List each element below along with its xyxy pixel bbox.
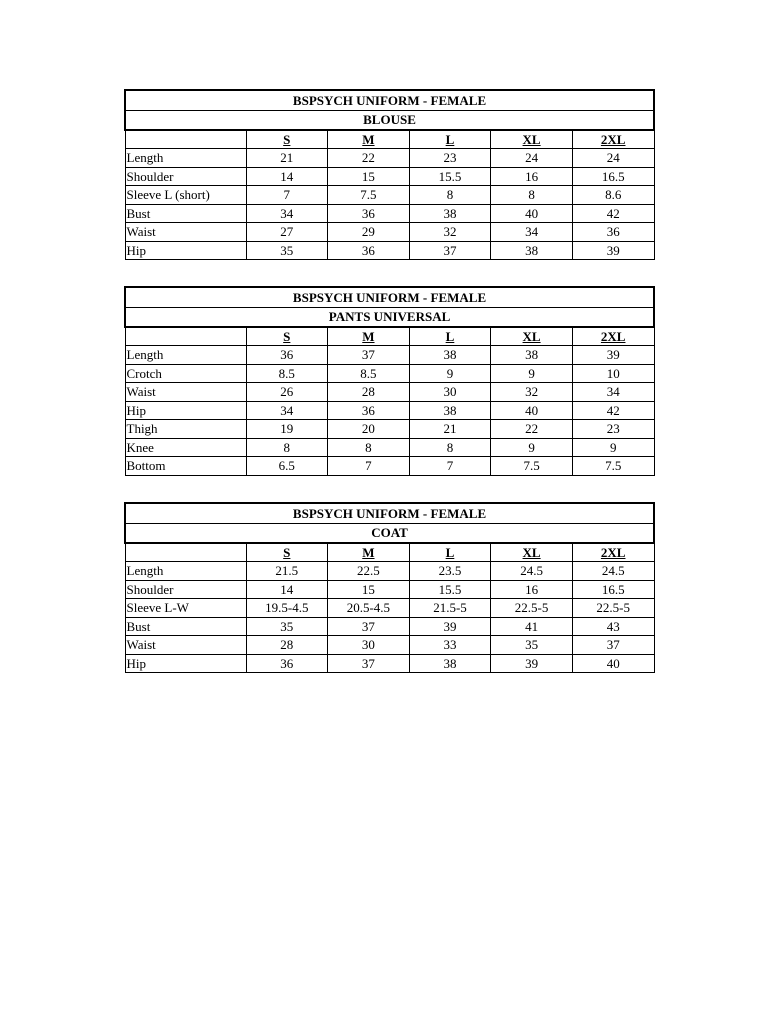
size-header-xl: XL xyxy=(491,543,573,562)
measurement-cell: 24.5 xyxy=(572,562,654,581)
table-row xyxy=(125,636,654,655)
measurement-cell: 37 xyxy=(572,636,654,655)
measurement-cell: 15 xyxy=(328,167,410,186)
row-label: Waist xyxy=(125,636,246,655)
table-row xyxy=(125,346,654,365)
measurement-cell: 38 xyxy=(491,241,573,260)
measurement-cell: 39 xyxy=(572,346,654,365)
header-blank-cell xyxy=(125,327,246,346)
size-header-xl: XL xyxy=(491,130,573,149)
measurement-cell: 23 xyxy=(409,149,491,168)
row-label: Length xyxy=(125,562,246,581)
measurement-cell: 20.5-4.5 xyxy=(328,599,410,618)
table-row xyxy=(125,223,654,242)
measurement-cell: 33 xyxy=(409,636,491,655)
table-row xyxy=(125,204,654,223)
table-row xyxy=(125,401,654,420)
size-header-2xl: 2XL xyxy=(572,130,654,149)
measurement-cell: 9 xyxy=(409,364,491,383)
measurement-cell: 7.5 xyxy=(328,186,410,205)
size-header-row xyxy=(125,130,654,149)
measurement-cell: 37 xyxy=(409,241,491,260)
measurement-cell: 39 xyxy=(572,241,654,260)
measurement-cell: 9 xyxy=(491,438,573,457)
measurement-cell: 34 xyxy=(572,383,654,402)
measurement-cell: 8.5 xyxy=(328,364,410,383)
measurement-cell: 26 xyxy=(246,383,328,402)
coat-table xyxy=(124,502,655,673)
measurement-cell: 22.5 xyxy=(328,562,410,581)
size-header-s: S xyxy=(246,543,328,562)
measurement-cell: 7 xyxy=(246,186,328,205)
measurement-cell: 21.5 xyxy=(246,562,328,581)
table-row xyxy=(125,420,654,439)
size-header-s: S xyxy=(246,327,328,346)
row-label: Hip xyxy=(125,654,246,673)
measurement-cell: 22.5-5 xyxy=(572,599,654,618)
row-label: Waist xyxy=(125,223,246,242)
measurement-cell: 27 xyxy=(246,223,328,242)
table-row xyxy=(125,438,654,457)
measurement-cell: 37 xyxy=(328,346,410,365)
table-title: BSPSYCH UNIFORM - FEMALE xyxy=(125,90,654,110)
measurement-cell: 37 xyxy=(328,617,410,636)
measurement-cell: 8 xyxy=(328,438,410,457)
row-label: Hip xyxy=(125,401,246,420)
measurement-cell: 42 xyxy=(572,204,654,223)
measurement-cell: 14 xyxy=(246,580,328,599)
measurement-cell: 39 xyxy=(409,617,491,636)
row-label: Length xyxy=(125,346,246,365)
measurement-cell: 23 xyxy=(572,420,654,439)
measurement-cell: 19 xyxy=(246,420,328,439)
header-blank-cell xyxy=(125,543,246,562)
measurement-cell: 14 xyxy=(246,167,328,186)
row-label: Thigh xyxy=(125,420,246,439)
measurement-cell: 40 xyxy=(572,654,654,673)
measurement-cell: 23.5 xyxy=(409,562,491,581)
measurement-cell: 35 xyxy=(246,617,328,636)
measurement-cell: 8 xyxy=(409,186,491,205)
table-subtitle: BLOUSE xyxy=(125,110,654,130)
measurement-cell: 7.5 xyxy=(491,457,573,476)
measurement-cell: 22.5-5 xyxy=(491,599,573,618)
row-label: Hip xyxy=(125,241,246,260)
measurement-cell: 28 xyxy=(246,636,328,655)
measurement-cell: 32 xyxy=(409,223,491,242)
table-row xyxy=(125,167,654,186)
size-header-2xl: 2XL xyxy=(572,327,654,346)
measurement-cell: 8 xyxy=(409,438,491,457)
measurement-cell: 6.5 xyxy=(246,457,328,476)
measurement-cell: 22 xyxy=(491,420,573,439)
table-title: BSPSYCH UNIFORM - FEMALE xyxy=(125,503,654,523)
size-header-2xl: 2XL xyxy=(572,543,654,562)
measurement-cell: 7 xyxy=(328,457,410,476)
measurement-cell: 36 xyxy=(328,204,410,223)
table-row xyxy=(125,149,654,168)
table-row xyxy=(125,383,654,402)
table-subtitle: COAT xyxy=(125,523,654,543)
measurement-cell: 10 xyxy=(572,364,654,383)
pants-table xyxy=(124,286,655,476)
measurement-cell: 21 xyxy=(409,420,491,439)
measurement-cell: 22 xyxy=(328,149,410,168)
measurement-cell: 35 xyxy=(491,636,573,655)
measurement-cell: 37 xyxy=(328,654,410,673)
measurement-cell: 34 xyxy=(246,401,328,420)
row-label: Sleeve L (short) xyxy=(125,186,246,205)
measurement-cell: 24 xyxy=(572,149,654,168)
measurement-cell: 9 xyxy=(491,364,573,383)
size-header-s: S xyxy=(246,130,328,149)
measurement-cell: 40 xyxy=(491,401,573,420)
row-label: Shoulder xyxy=(125,580,246,599)
measurement-cell: 30 xyxy=(409,383,491,402)
measurement-cell: 8 xyxy=(491,186,573,205)
measurement-cell: 40 xyxy=(491,204,573,223)
row-label: Shoulder xyxy=(125,167,246,186)
measurement-cell: 43 xyxy=(572,617,654,636)
table-row xyxy=(125,241,654,260)
row-label: Waist xyxy=(125,383,246,402)
row-label: Crotch xyxy=(125,364,246,383)
measurement-cell: 28 xyxy=(328,383,410,402)
measurement-cell: 29 xyxy=(328,223,410,242)
size-header-row xyxy=(125,327,654,346)
measurement-cell: 30 xyxy=(328,636,410,655)
table-row xyxy=(125,186,654,205)
measurement-cell: 38 xyxy=(409,654,491,673)
size-header-m: M xyxy=(328,130,410,149)
table-row xyxy=(125,617,654,636)
measurement-cell: 36 xyxy=(328,241,410,260)
measurement-cell: 34 xyxy=(246,204,328,223)
measurement-cell: 15 xyxy=(328,580,410,599)
table-row xyxy=(125,562,654,581)
measurement-cell: 8.5 xyxy=(246,364,328,383)
blouse-table xyxy=(124,89,655,260)
measurement-cell: 35 xyxy=(246,241,328,260)
measurement-cell: 38 xyxy=(409,401,491,420)
measurement-cell: 38 xyxy=(409,204,491,223)
measurement-cell: 39 xyxy=(491,654,573,673)
table-title: BSPSYCH UNIFORM - FEMALE xyxy=(125,287,654,307)
table-subtitle: PANTS UNIVERSAL xyxy=(125,307,654,327)
row-label: Bust xyxy=(125,204,246,223)
measurement-cell: 8.6 xyxy=(572,186,654,205)
measurement-cell: 7 xyxy=(409,457,491,476)
measurement-cell: 20 xyxy=(328,420,410,439)
row-label: Length xyxy=(125,149,246,168)
measurement-cell: 38 xyxy=(409,346,491,365)
row-label: Knee xyxy=(125,438,246,457)
measurement-cell: 41 xyxy=(491,617,573,636)
table-row xyxy=(125,457,654,476)
measurement-cell: 42 xyxy=(572,401,654,420)
header-blank-cell xyxy=(125,130,246,149)
measurement-cell: 24 xyxy=(491,149,573,168)
size-header-l: L xyxy=(409,543,491,562)
size-header-m: M xyxy=(328,327,410,346)
size-header-m: M xyxy=(328,543,410,562)
table-row xyxy=(125,654,654,673)
measurement-cell: 16 xyxy=(491,167,573,186)
row-label: Sleeve L-W xyxy=(125,599,246,618)
measurement-cell: 36 xyxy=(572,223,654,242)
size-header-l: L xyxy=(409,130,491,149)
measurement-cell: 15.5 xyxy=(409,580,491,599)
measurement-cell: 36 xyxy=(246,346,328,365)
measurement-cell: 19.5-4.5 xyxy=(246,599,328,618)
measurement-cell: 24.5 xyxy=(491,562,573,581)
measurement-cell: 38 xyxy=(491,346,573,365)
measurement-cell: 7.5 xyxy=(572,457,654,476)
measurement-cell: 36 xyxy=(328,401,410,420)
table-row xyxy=(125,364,654,383)
measurement-cell: 9 xyxy=(572,438,654,457)
row-label: Bust xyxy=(125,617,246,636)
measurement-cell: 15.5 xyxy=(409,167,491,186)
row-label: Bottom xyxy=(125,457,246,476)
size-header-row xyxy=(125,543,654,562)
measurement-cell: 21 xyxy=(246,149,328,168)
measurement-cell: 32 xyxy=(491,383,573,402)
table-row xyxy=(125,599,654,618)
size-header-xl: XL xyxy=(491,327,573,346)
measurement-cell: 8 xyxy=(246,438,328,457)
measurement-cell: 36 xyxy=(246,654,328,673)
size-header-l: L xyxy=(409,327,491,346)
measurement-cell: 16.5 xyxy=(572,167,654,186)
measurement-cell: 34 xyxy=(491,223,573,242)
measurement-cell: 16 xyxy=(491,580,573,599)
table-row xyxy=(125,580,654,599)
measurement-cell: 21.5-5 xyxy=(409,599,491,618)
measurement-cell: 16.5 xyxy=(572,580,654,599)
